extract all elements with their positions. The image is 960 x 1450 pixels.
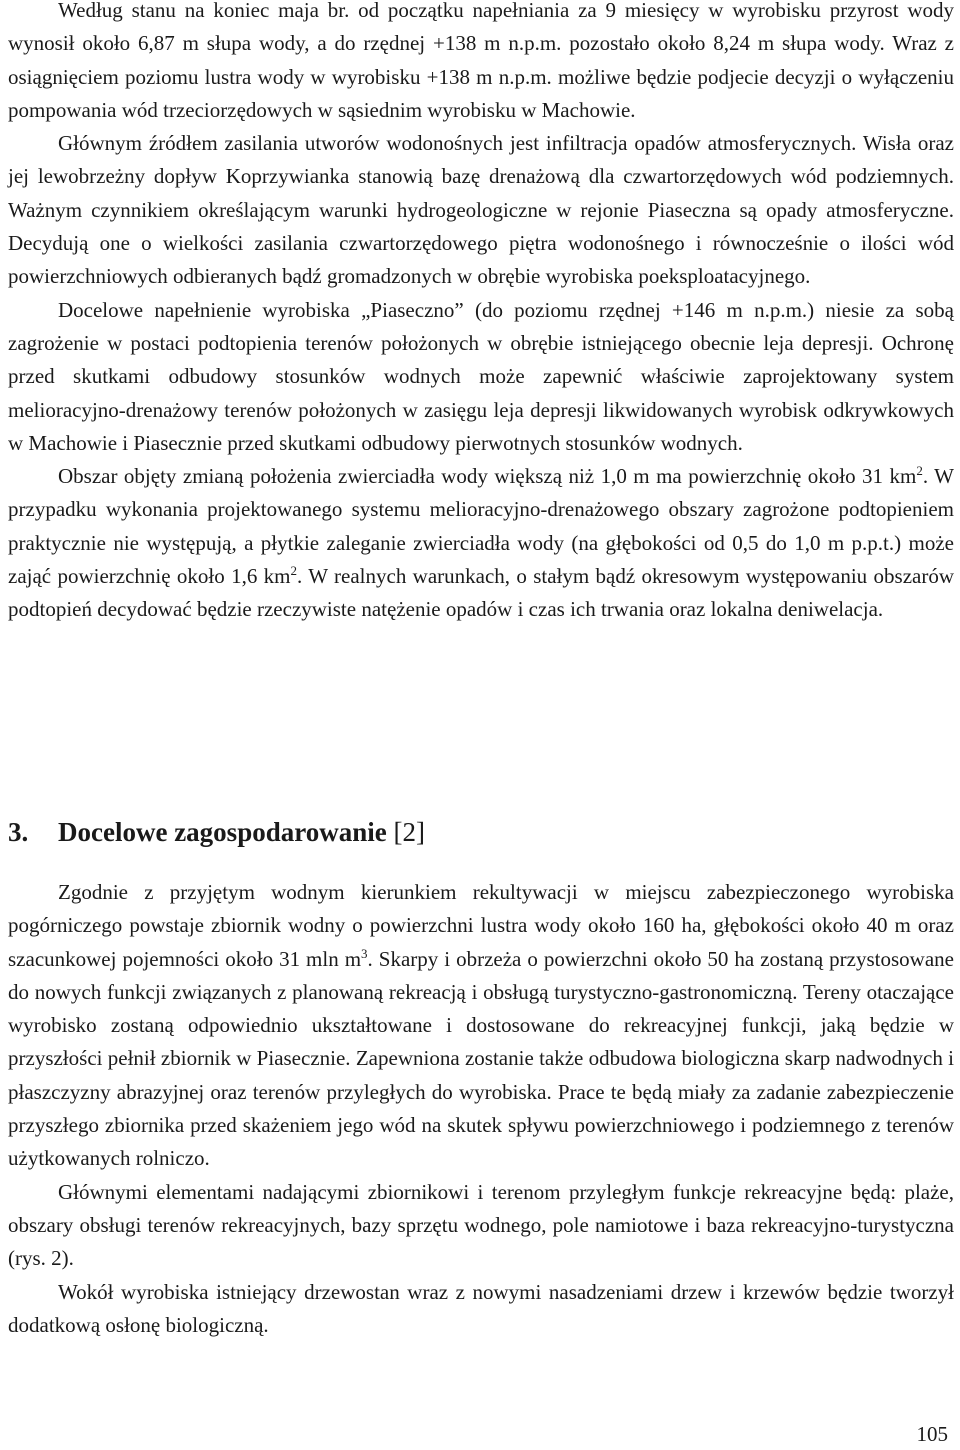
superscript: 2: [290, 563, 298, 579]
page-number: 105: [916, 1422, 948, 1446]
text-segment: Obszar objęty zmianą położenia zwierciadła wody większą niż 1,0 m ma powierzchnię około 31 km: [58, 464, 917, 489]
text-segment: . Skarpy i obrzeża o powierzchni około 50 ha zostaną przystosowane do nowych funkcji związanych z planowaną rekreacją i obsługą turystyczno-gastronomiczną. Tereny otaczające wyrobisko zostaną odpowiednio ukształtowane i dostosowane do rekreacyjnej funkcji, jaką będzie w przyszłości pełnił zbiornik w Piasecznie. Zapewniona zostanie także odbudowa biologiczna skarp nadwodnych i płaszczyzny abrazyjnej oraz terenów przyległych do wyrobiska. Prace te będą miały za zadanie zabezpieczenie przyszłego zbiornika przed skażeniem jego wód na skutek spływu powierzchniowego i podziemnego z terenów użytkowanych rolniczo.: [8, 946, 954, 1171]
paragraph-water-level: Według stanu na koniec maja br. od początku napełniania za 9 miesięcy w wyrobisku przyrost wody wynosił około 6,87 m słupa wody, a do rzędnej +138 m n.p.m. pozostało około 8,24 m słupa wody. Wraz z osiągnięciem poziomu lustra wody w wyrobisku +138 m n.p.m. możliwe będzie podjecie decyzji o wyłączeniu pompowania wód trzeciorzędowych w sąsiednim wyrobisku w Machowie.: [8, 0, 954, 122]
body-text-bottom: [8, 876, 954, 1342]
text-segment: Zgodnie z przyjętym wodnym kierunkiem rekultywacji w miejscu zabezpieczonego wyrobiska pogórniczego powstaje zbiornik wodny o powierzchni lustra wody około 160 ha, głębokości około 40 m oraz szacunkowej pojemności około 31 mln m: [8, 880, 954, 971]
body-text-top: [8, 0, 954, 627]
text-segment: . W przypadku wykonania projektowanego systemu melioracyjno-drenażowego obszary zagrożone podtopieniem praktycznie nie występują, a płytkie zaleganie zwierciadła wody (na głębokości od 0,5 do 1,0 m p.p.t.) może zająć powierzchnię około 1,6 km: [8, 464, 954, 589]
text-segment: . W realnych warunkach, o stałym bądź okresowym występowaniu obszarów podtopień decydować będzie rzeczywiste natężenie opadów i czas ich trwania oraz lokalna deniwelacja.: [8, 564, 954, 622]
paragraph-reservoir: [8, 876, 954, 1176]
paragraph-flood-area: [8, 460, 954, 626]
superscript: 3: [361, 945, 368, 961]
paragraph-recreation-elements: Głównymi elementami nadającymi zbiornikowi i terenom przyległym funkcje rekreacyjne będą: plaże, obszary obsługi terenów rekreacyjnych, bazy sprzętu wodnego, pole namiotowe i baza rekreacyjno-turystyczna (rys. 2).: [8, 1179, 954, 1271]
section-reference: [2]: [393, 817, 425, 847]
paragraph-groundwater-sources: Głównym źródłem zasilania utworów wodonośnych jest infiltracja opadów atmosferycznych. Wisła oraz jej lewobrzeżny dopływ Koprzywianka stanowią bazę drenażową dla czwartorzędowych wód podziemnych. Ważnym czynnikiem określającym warunki hydrogeologiczne w rejonie Piaseczna są opady atmosferyczne. Decydują one o wielkości zasilania czwartorzędowego piętra wodonośnego i równocześnie o ilości wód powierzchniowych odbieranych bądź gromadzonych w obrębie wyrobiska poeksploatacyjnego.: [8, 131, 954, 289]
section-number: 3.: [8, 817, 29, 847]
paragraph-tree-cover: Wokół wyrobiska istniejący drzewostan wraz z nowymi nasadzeniami drzew i krzewów będzie tworzył dodatkową osłonę biologiczną.: [8, 1279, 954, 1337]
section-title: Docelowe zagospodarowanie: [58, 817, 387, 847]
section-heading: [8, 812, 425, 852]
superscript: 2: [916, 463, 923, 479]
paragraph-target-filling: Docelowe napełnienie wyrobiska „Piaseczno” (do poziomu rzędnej +146 m n.p.m.) niesie za sobą zagrożenie w postaci podtopienia terenów położonych w obrębie istniejącego obecnie leja depresji. Ochronę przed skutkami odbudowy stosunków wodnych może zapewnić właściwie zaprojektowany system melioracyjno-drenażowy terenów położonych w zasięgu leja depresji likwidowanych wyrobisk odkrywkowych w Machowie i Piasecznie przed skutkami odbudowy pierwotnych stosunków wodnych.: [8, 297, 954, 455]
